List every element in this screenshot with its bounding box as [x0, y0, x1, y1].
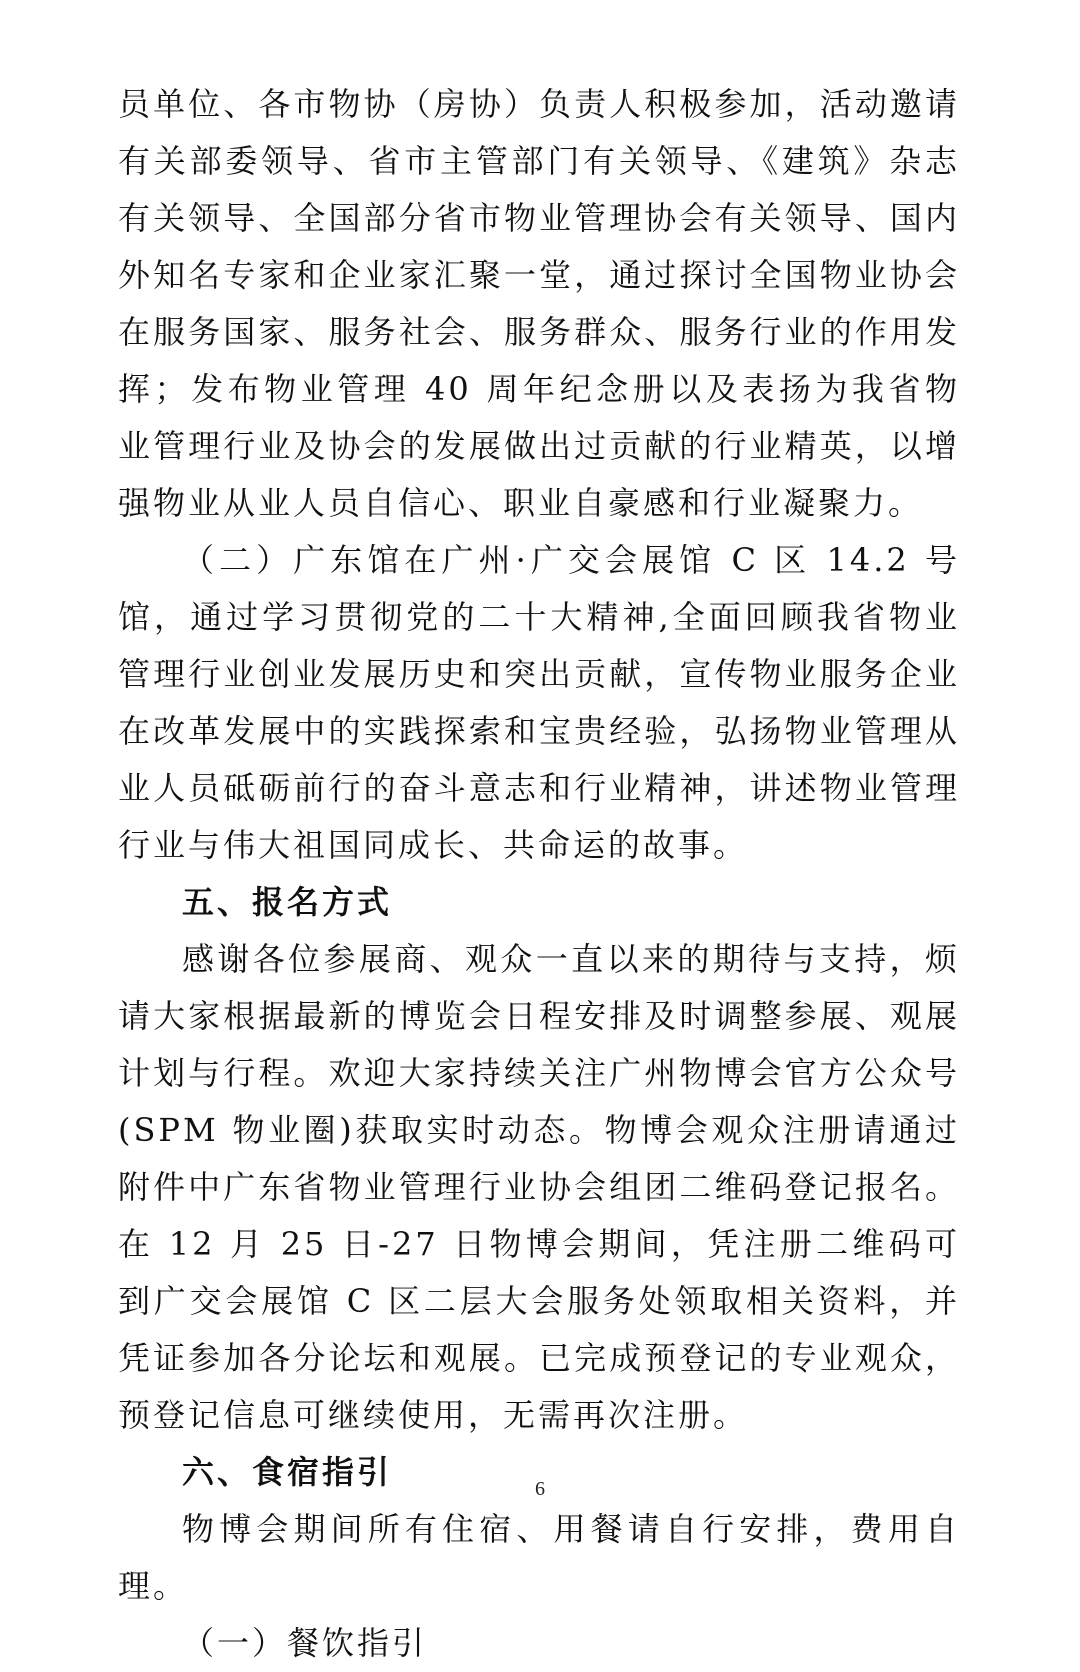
paragraph-registration: 感谢各位参展商、观众一直以来的期待与支持，烦请大家根据最新的博览会日程安排及时调整参展、观展计划与行程。欢迎大家持续关注广州物博会官方公众号(SPM 物业圈)获取实时动态。物博会观众注册请通过附件中广东省物业管理行业协会组团二维码登记报名。在 12 月 25 日-27 日物博会期间，凭注册二维码可到广交会展馆 C 区二层大会服务处领取相关资料，并凭证参加各分论坛和观展。已完成预登记的专业观众，预登记信息可继续使用，无需再次注册。 — [118, 940, 960, 1434]
section-heading-accommodation: 六、食宿指引 — [182, 1453, 393, 1491]
page-number: 6 — [535, 1478, 545, 1500]
paragraph-guangdong-pavilion: （二）广东馆在广州·广交会展馆 C 区 14.2 号馆，通过学习贯彻党的二十大精神,全面回顾我省物业管理行业创业发展历史和突出贡献，宣传物业服务企业在改革发展中的实践探索和宝贵经验，弘扬物业管理从业人员砥砺前行的奋斗意志和行业精神，讲述物业管理行业与伟大祖国同成长、共命运的故事。 — [118, 541, 960, 864]
subheading-dining: （一）餐饮指引 — [182, 1624, 428, 1662]
paragraph-continuation: 员单位、各市物协（房协）负责人积极参加，活动邀请有关部委领导、省市主管部门有关领导、《建筑》杂志有关领导、全国部分省市物业管理协会有关领导、国内外知名专家和企业家汇聚一堂，通过探讨全国物业协会在服务国家、服务社会、服务群众、服务行业的作用发挥；发布物业管理 40 周年纪念册以及表扬为我省物业管理行业及协会的发展做出过贡献的行业精英，以增强物业从业人员自信心、职业自豪感和行业凝聚力。 — [118, 85, 960, 522]
paragraph-accommodation: 物博会期间所有住宿、用餐请自行安排，费用自理。 — [118, 1510, 960, 1605]
document-body — [118, 76, 960, 1672]
section-heading-registration: 五、报名方式 — [182, 883, 393, 921]
